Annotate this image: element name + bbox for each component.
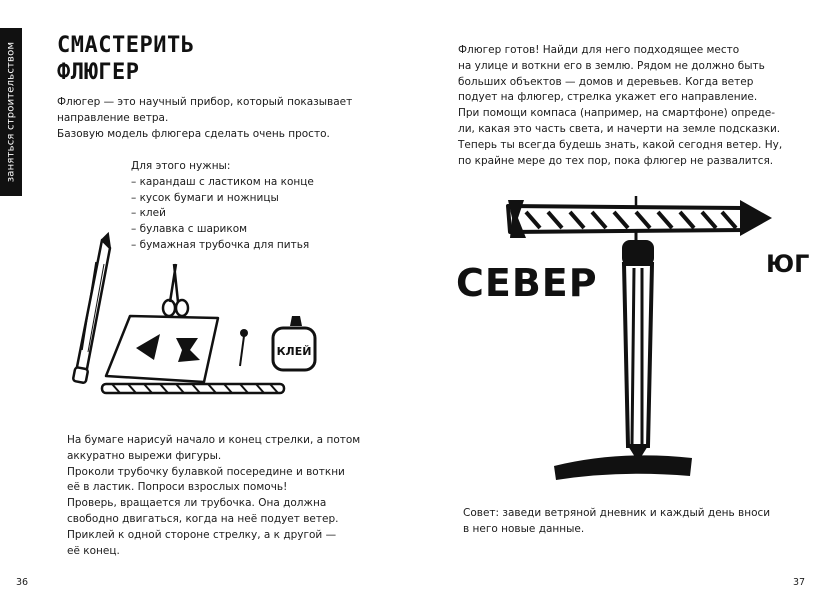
page-title: [57, 32, 194, 86]
instructions-line: Приклей к одной стороне стрелку, а к другой —: [67, 528, 337, 541]
result-line: Теперь ты всегда будешь знать, какой сегодня ветер. Ну,: [458, 138, 783, 151]
result-line: подует на флюгер, стрелка укажет его направление.: [458, 91, 758, 104]
advice-line: в него новые данные.: [463, 522, 585, 535]
intro-line: Базовую модель флюгера сделать очень просто.: [57, 127, 330, 140]
page-number-left: 36: [16, 577, 29, 588]
page-number-right: 37: [793, 577, 806, 588]
weathervane-illustration: [450, 188, 810, 488]
post-drawing: [622, 232, 654, 460]
materials-item: – кусок бумаги и ножницы: [131, 191, 279, 204]
instructions-line: На бумаге нарисуй начало и конец стрелки, а потом: [67, 434, 361, 446]
instructions-line: свободно двигаться, когда на неё подует ветер.: [67, 512, 339, 525]
section-tab: [0, 28, 22, 196]
glue-bottle-drawing: [273, 316, 315, 370]
instructions-paragraph: [67, 433, 360, 559]
result-line: При помощи компаса (например, на смартфоне) опреде-: [458, 107, 776, 120]
title-line-1: СМАСТЕРИТЬ: [57, 33, 195, 58]
result-line: Флюгер готов! Найди для него подходящее место: [458, 44, 740, 56]
materials-item: – бумажная трубочка для питья: [131, 238, 310, 251]
instructions-line: её в ластик. Попроси взрослых помочь!: [67, 481, 288, 494]
materials-illustration: [68, 232, 328, 402]
instructions-line: Проверь, вращается ли трубочка. Она должна: [67, 497, 327, 510]
instructions-line: аккуратно вырежи фигуры.: [67, 449, 222, 462]
intro-line: направление ветра.: [57, 111, 169, 124]
straw-drawing: [102, 384, 284, 393]
scissors-drawing: [163, 264, 188, 316]
advice-paragraph: [463, 506, 770, 538]
materials-item: – клей: [131, 207, 166, 220]
result-line: на улице и воткни его в землю. Рядом не должно быть: [458, 59, 765, 72]
intro-paragraph: [57, 95, 352, 142]
ground-stroke: [554, 455, 692, 480]
materials-item: – булавка с шариком: [131, 223, 248, 236]
pin-drawing: [240, 329, 248, 366]
advice-line: Совет: заведи ветряной дневник и каждый день вноси: [463, 507, 771, 519]
result-line: по крайне мере до тех пор, пока флюгер не развалится.: [458, 154, 774, 167]
pencil-drawing: [73, 234, 110, 383]
result-line: ли, какая это часть света, и начерти на земле подсказки.: [458, 122, 781, 135]
south-label: ЮГ: [766, 250, 810, 278]
materials-heading: Для этого нужны:: [131, 160, 231, 172]
result-paragraph: [458, 43, 782, 169]
instructions-line: Проколи трубочку булавкой посередине и воткни: [67, 465, 345, 478]
section-tab-label: заняться строительством: [5, 41, 17, 183]
arrow-drawing: [508, 196, 772, 238]
north-label: СЕВЕР: [456, 261, 598, 305]
instructions-line: её конец.: [67, 544, 120, 557]
materials-item: – карандаш с ластиком на конце: [131, 175, 314, 188]
paper-drawing: [106, 316, 218, 382]
title-line-2: ФЛЮГЕР: [57, 60, 140, 85]
intro-line: Флюгер — это научный прибор, который показывает: [57, 96, 353, 108]
result-line: больших объектов — домов и деревьев. Когда ветер: [458, 75, 754, 88]
glue-label: КЛЕЙ: [276, 345, 312, 358]
